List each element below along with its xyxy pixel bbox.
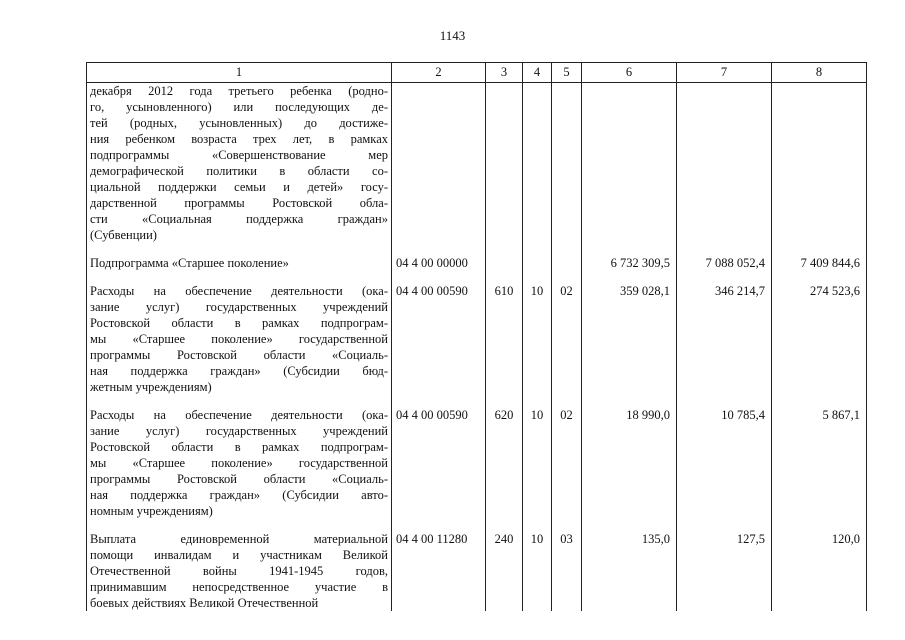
subsection-cell: 02 [552,271,582,395]
description-line: зание услуг) государственных учреждений [90,424,388,438]
description-line: Ростовской области в рамках подпрограм- [90,316,388,330]
description-cell [87,395,392,519]
description-line: Ростовской области в рамках подпрограм- [90,440,388,454]
description-line: мы «Старшее поколение» государственной [90,456,388,470]
amount-year2-cell [677,83,772,244]
amount-year1-cell: 135,0 [582,519,677,611]
page-number: 1143 [439,28,466,43]
header-cell-3: 3 [486,63,523,83]
description-cell [87,271,392,395]
amount-year1-cell: 18 990,0 [582,395,677,519]
program-code-cell: 04 4 00 11280 [392,519,486,611]
description-line: жетным учреждениям) [90,380,212,394]
description-line: Выплата единовременной материальной [90,532,388,546]
amount-year3-cell: 7 409 844,6 [772,243,867,271]
description-line: тей (родных, усыновленных) до достиже- [90,116,388,130]
description-line: го, усыновленного) или последующих де- [90,100,388,114]
header-cell-4: 4 [523,63,552,83]
subsection-cell [552,243,582,271]
amount-year3-cell: 274 523,6 [772,271,867,395]
program-code-cell: 04 4 00 00590 [392,395,486,519]
amount-year3-cell: 5 867,1 [772,395,867,519]
table-row [87,519,867,611]
description-line: Расходы на обеспечение деятельности (ока- [90,408,388,422]
subsection-cell [552,83,582,244]
description-line: Отечественной войны 1941-1945 годов, [90,564,388,578]
description-line: декабря 2012 года третьего ребенка (родно- [90,84,388,98]
amount-year1-cell: 359 028,1 [582,271,677,395]
header-cell-8: 8 [772,63,867,83]
amount-year2-cell: 127,5 [677,519,772,611]
amount-year1-cell [582,83,677,244]
section-cell: 10 [523,271,552,395]
description-line: (Субвенции) [90,228,157,242]
amount-year3-cell: 120,0 [772,519,867,611]
description-line: ная поддержка граждан» (Субсидии бюд- [90,364,388,378]
program-code-cell [392,83,486,244]
description-cell [87,243,392,271]
description-cell [87,83,392,244]
description-line: помощи инвалидам и участникам Великой [90,548,388,562]
amount-year2-cell: 10 785,4 [677,395,772,519]
subsection-cell: 03 [552,519,582,611]
description-line: программы Ростовской области «Социаль- [90,472,388,486]
description-line: дарственной программы Ростовской обла- [90,196,388,210]
section-cell: 10 [523,395,552,519]
program-code-cell: 04 4 00 00000 [392,243,486,271]
description-line: номным учреждениям) [90,504,213,518]
description-line: ная поддержка граждан» (Субсидии авто- [90,488,388,502]
description-line: мы «Старшее поколение» государственной [90,332,388,346]
expense-type-cell [486,83,523,244]
section-cell [523,243,552,271]
subsection-cell: 02 [552,395,582,519]
budget-table [86,62,867,611]
table-row [87,271,867,395]
description-line: программы Ростовской области «Социаль- [90,348,388,362]
amount-year3-cell [772,83,867,244]
expense-type-cell: 240 [486,519,523,611]
description-line: подпрограммы «Совершенствование мер [90,148,388,162]
expense-type-cell [486,243,523,271]
description-cell [87,519,392,611]
amount-year2-cell: 7 088 052,4 [677,243,772,271]
description-line: циальной поддержки семьи и детей» госу- [90,180,388,194]
section-cell [523,83,552,244]
amount-year1-cell: 6 732 309,5 [582,243,677,271]
table-row [87,243,867,271]
expense-type-cell: 610 [486,271,523,395]
amount-year2-cell: 346 214,7 [677,271,772,395]
expense-type-cell: 620 [486,395,523,519]
table-row [87,83,867,244]
description-line: Подпрограмма «Старшее поколение» [90,256,289,270]
description-line: принимавшим непосредственное участие в [90,580,388,594]
header-cell-1: 1 [87,63,392,83]
section-cell: 10 [523,519,552,611]
header-cell-6: 6 [582,63,677,83]
header-cell-5: 5 [552,63,582,83]
table-row [87,395,867,519]
description-line: сти «Социальная поддержка граждан» [90,212,388,226]
description-line: зание услуг) государственных учреждений [90,300,388,314]
program-code-cell: 04 4 00 00590 [392,271,486,395]
header-cell-2: 2 [392,63,486,83]
header-cell-7: 7 [677,63,772,83]
header-row [87,63,867,83]
description-line: демографической политики в области со- [90,164,388,178]
table-body [87,83,867,612]
description-line: ния ребенком возраста трех лет, в рамках [90,132,388,146]
description-line: Расходы на обеспечение деятельности (ока- [90,284,388,298]
description-line: боевых действиях Великой Отечественной [90,596,319,610]
